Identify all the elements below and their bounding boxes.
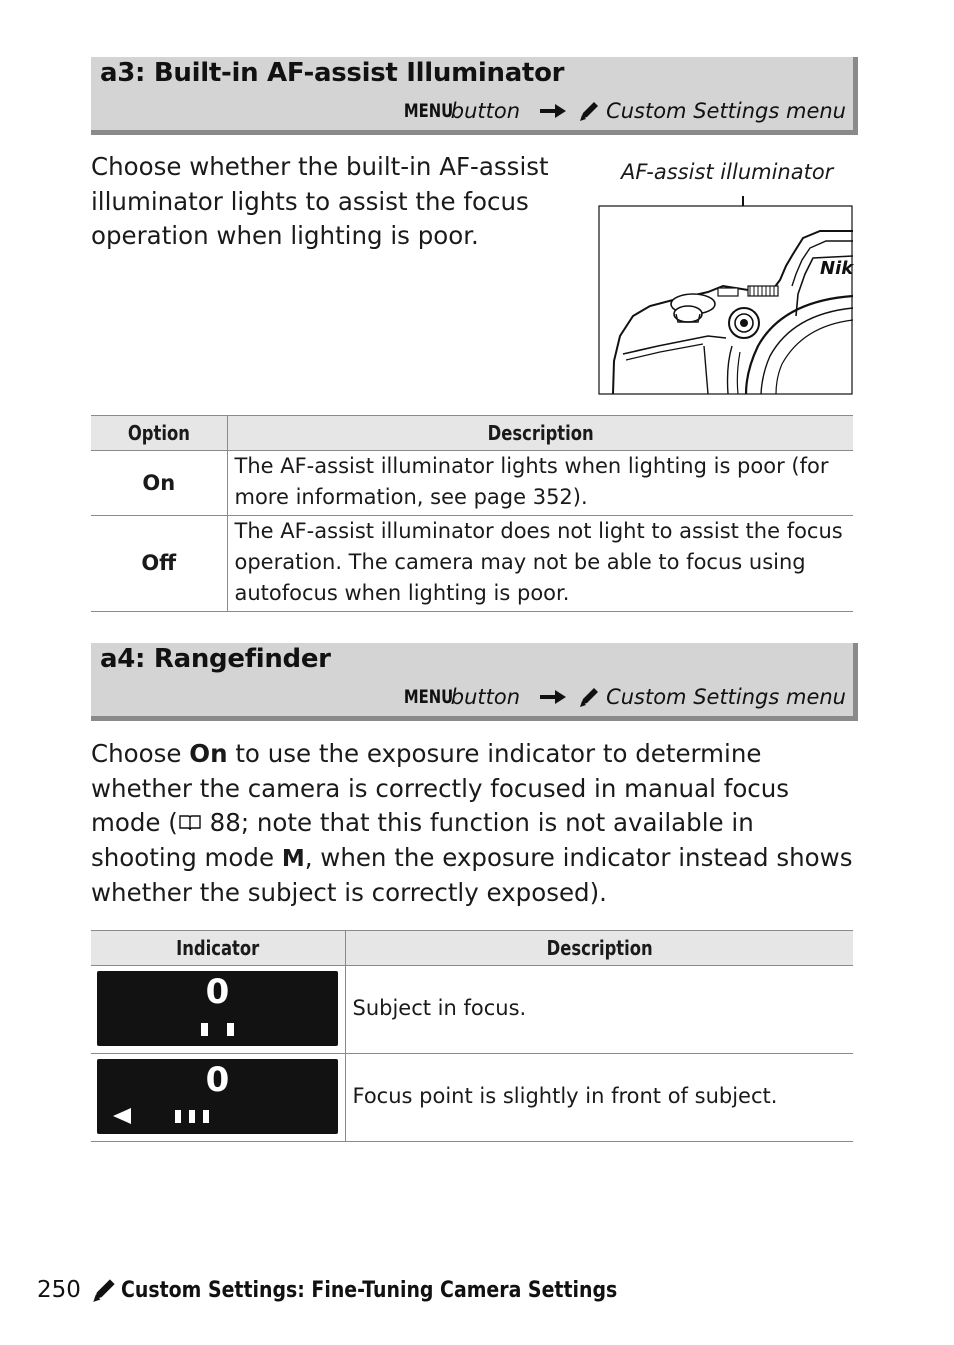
option-off-description: The AF-assist illuminator does not light to assist the focus operation. The camera may not be able to focus using autofocus when lighting is poor. [227,516,853,612]
a4-indicator-table [91,930,853,1142]
page-number: 250 [37,1277,81,1303]
right-arrow-icon [540,103,566,119]
book-icon [178,814,202,832]
exposure-indicator-in-focus [97,971,338,1046]
column-header-option: Option [91,416,227,451]
page-reference: 88 [209,808,241,837]
section-a3-header [91,57,858,135]
a3-intro-text: Choose whether the built-in AF-assist illuminator lights to assist the focus operation when lighting is poor. [91,152,549,250]
table-row [91,966,853,1054]
custom-settings-menu-label: Custom Settings menu [606,685,846,709]
a4-intro-text: Choose On to use the exposure indicator to determine whether the camera is correctly focused in manual focus mode ( 88; note that this function is not available in shooting mode M, when the exposure indicator instead shows whether the subject is correctly exposed). [91,739,853,907]
mode-m: M [281,845,305,872]
menu-path-a4 [390,685,846,709]
column-header-description: Description [227,416,853,451]
exposure-indicator-front-focus [97,1059,338,1134]
camera-brand-text: Nik [820,258,854,279]
option-on: On [91,451,227,516]
button-word: button [450,99,521,123]
table-header-row [91,931,853,966]
pencil-icon [578,100,600,122]
section-a4-header [91,643,858,721]
option-off: Off [91,516,227,612]
custom-settings-menu-label: Custom Settings menu [606,99,846,123]
table-row [91,1054,853,1142]
menu-button-label: MENU [403,100,453,122]
indicator-description: Subject in focus. [345,966,853,1054]
menu-button-label: MENU [403,686,453,708]
page-footer [37,1277,698,1303]
menu-path-a3 [390,99,846,123]
column-header-description: Description [345,931,853,966]
indicator-zero: 0 [205,1060,230,1100]
table-row [91,451,853,516]
section-a3-title: a3: Built-in AF-assist Illuminator [100,58,565,88]
right-arrow-icon [540,689,566,705]
button-word: button [450,685,521,709]
option-on-description: The AF-assist illuminator lights when lighting is poor (for more information, see page 352). [227,451,853,516]
section-a4-title: a4: Rangefinder [100,644,331,674]
indicator-zero: 0 [205,972,230,1012]
table-header-row [91,416,853,451]
a3-options-table [91,415,853,612]
footer-chapter-title: Custom Settings: Fine-Tuning Camera Settings [120,1277,618,1303]
indicator-cell [91,966,345,1054]
pencil-icon [91,1277,117,1303]
pencil-icon [578,686,600,708]
indicator-description: Focus point is slightly in front of subject. [345,1054,853,1142]
column-header-indicator: Indicator [91,931,345,966]
on-option-ref: On [189,739,228,768]
camera-illustration [598,196,854,396]
focus-marks-centered-icon [97,971,338,1046]
table-row [91,516,853,612]
indicator-cell [91,1054,345,1142]
figure-caption: AF-assist illuminator [621,160,834,184]
focus-marks-left-arrow-icon [97,1059,338,1134]
